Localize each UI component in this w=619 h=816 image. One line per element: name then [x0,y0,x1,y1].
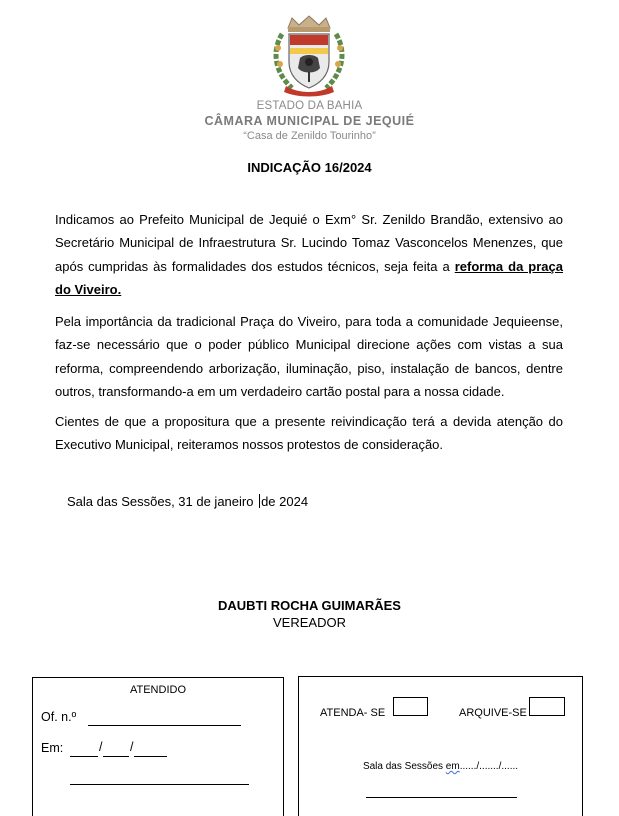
header-subtitle: “Casa de Zenildo Tourinho” [243,130,376,142]
attended-title: ATENDIDO [129,684,187,696]
municipal-coat-of-arms-icon [268,14,350,98]
session-prefix: Sala das Sessões [362,761,446,772]
attend-label: ATENDA- SE [320,707,386,719]
session-date-year: de 2024 [261,494,309,509]
signer-role: VEREADOR [273,615,346,630]
session-date-field [299,761,582,772]
session-date-text: Sala das Sessões, 31 de janeiro [67,494,258,509]
date-label: Em: [41,741,64,755]
dispatch-box [298,676,583,816]
paragraph-3: Cientes de que a propositura que a presente reivindicação terá a devida atenção do Executivo Municipal, reiteramos nossos protestos de consideração. [55,414,563,453]
document-title: INDICAÇÃO 16/2024 [247,160,372,175]
paragraph-1 [55,208,563,302]
attend-checkbox[interactable] [393,697,428,716]
signature-line[interactable] [366,797,517,798]
paragraph-2: Pela importância da tradicional Praça do Viveiro, para toda a comunidade Jequieense, faz-se necessário que o poder público Municipal direcione ações com vistas a sua reforma, compreendendo arborização, iluminação, piso, instalação de bancos, dentre outros, transformando-a em um verdadeiro cartão postal para a nossa cidade. [55,314,563,400]
text-cursor [259,494,260,508]
date-day-field[interactable] [70,756,98,757]
session-em: em [445,761,460,772]
attended-box [32,677,284,816]
signature-line[interactable] [70,784,249,785]
paragraph-1-text: Indicamos ao Prefeito Municipal de Jequié o Exm° Sr. Zenildo Brandão, extensivo ao Secretário Municipal de Infraestrutura Sr. Lucindo Tomaz Vasconcelos Menenzes, que após cumpridas às formalidades dos estudos técnicos, seja feita a [55,212,563,274]
header-state: ESTADO DA BAHIA [256,100,363,112]
office-number-field[interactable] [88,725,241,726]
date-year-field[interactable] [134,756,167,757]
date-separator: / [130,740,134,754]
date-month-field[interactable] [103,756,129,757]
session-date-line [67,492,308,512]
session-dots: ....../......./...... [459,761,519,772]
office-number-label: Of. n.º [41,710,77,724]
archive-checkbox[interactable] [529,697,565,716]
signer-name: DAUBTI ROCHA GUIMARÃES [218,598,401,613]
archive-label: ARQUIVE-SE [459,707,527,719]
header-chamber: CÂMARA MUNICIPAL DE JEQUIÉ [204,114,415,128]
date-separator: / [99,740,103,754]
paragraph-1-emphasis: reforma da praça do Viveiro. [55,258,563,298]
